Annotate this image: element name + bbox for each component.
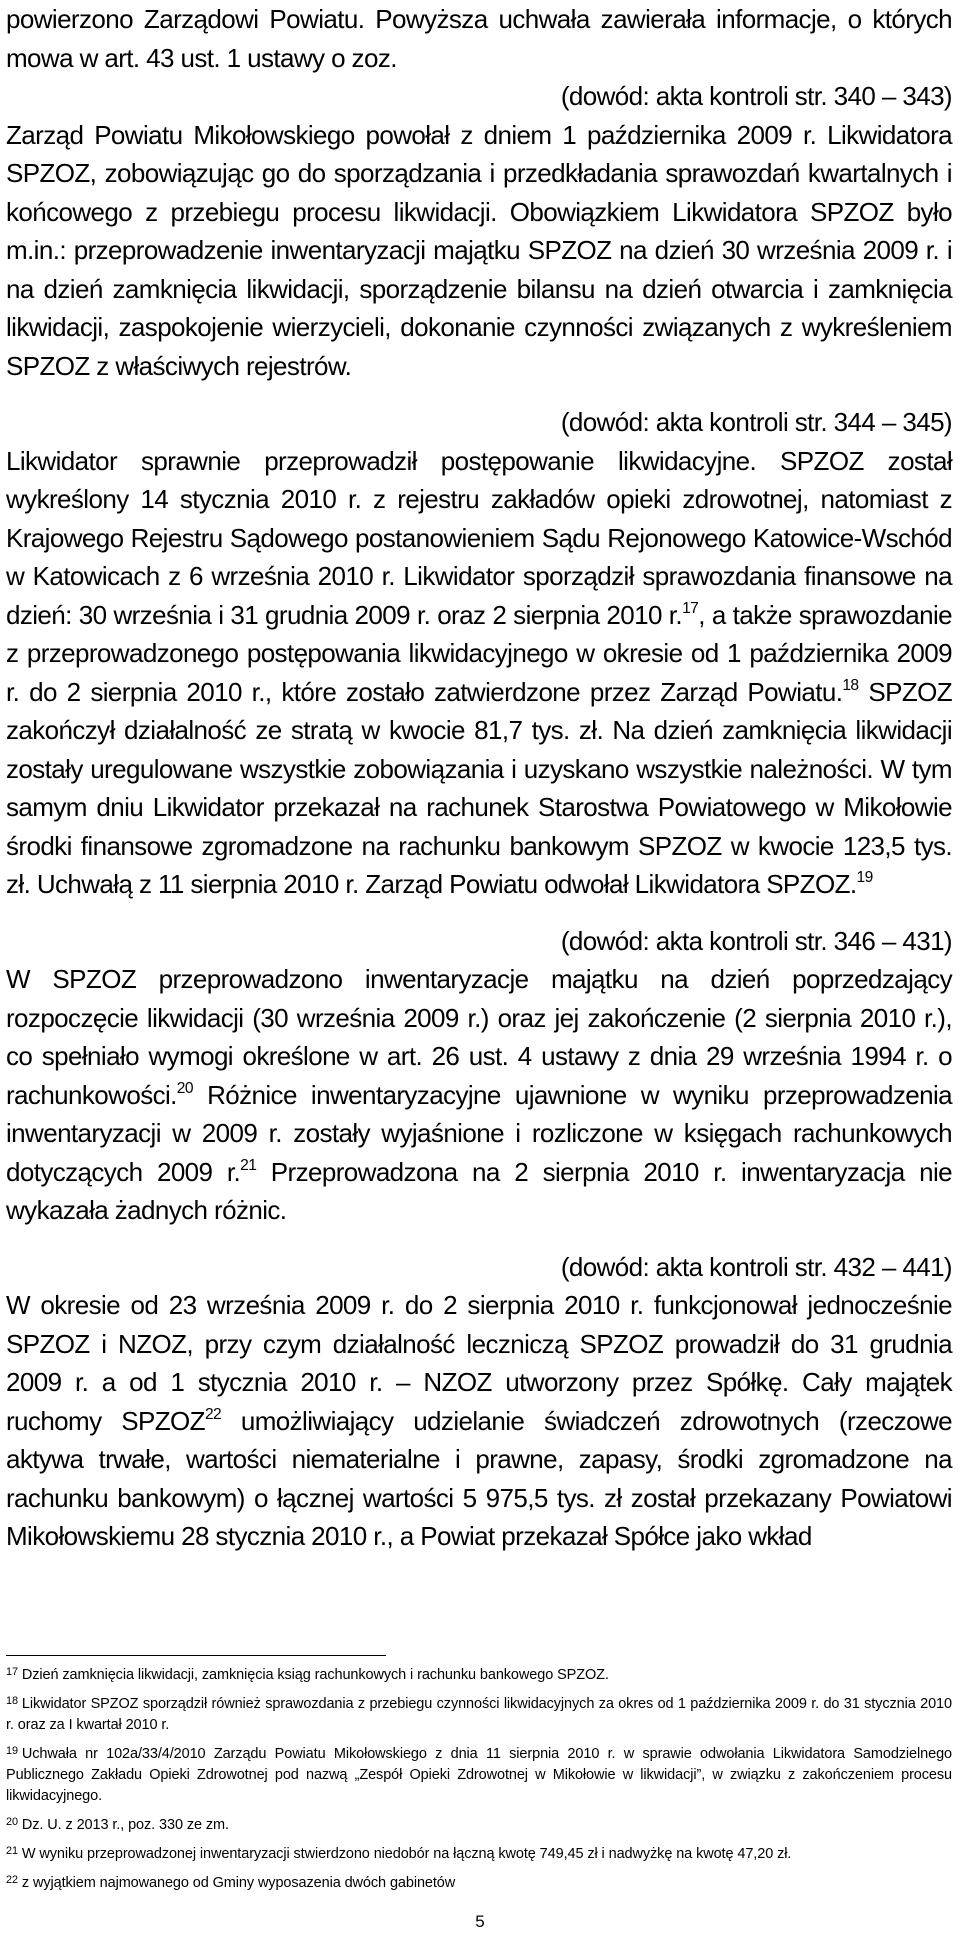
footnote-ref[interactable]: 17 [682,599,699,617]
paragraph: Zarząd Powiatu Mikołowskiego powołał z dniem 1 października 2009 r. Likwidatora SPZOZ, zobowiązując go do sporządzania i przedkładania sprawozdań kwartalnych i końcowego z przebiegu procesu likwidacji. Obowiązkiem Likwidatora SPZOZ było m.in.: przeprowadzenie inwentaryzacji majątku SPZOZ na dzień 30 września 2009 r. i na dzień zamknięcia likwidacji, sporządzenie bilansu na dzień otwarcia i zamknięcia likwidacji, zaspokojenie wierzycieli, dokonanie czynności związanych z wykreśleniem SPZOZ z właściwych rejestrów. [6,119,952,381]
evidence-reference: (dowód: akta kontroli str. 432 – 441) [560,1251,952,1282]
footnote-separator [6,1655,386,1656]
footnote-ref[interactable]: 20 [176,1079,193,1097]
paragraph: powierzono Zarządowi Powiatu. Powyższa uchwała zawierała informacje, o których mowa w art. 43 ust. 1 ustawy o zoz. [6,4,952,73]
footnote-ref[interactable]: 19 [856,869,873,887]
footnotes [6,1665,952,1902]
footnote-ref[interactable]: 21 [240,1156,257,1174]
footnote: $^{20}$ Dz. U. z 2013 r., poz. 330 ze zm. [6,1816,229,1833]
footnote: $^{18}$ Likwidator SPZOZ sporządził również sprawozdania z przebiegu czynności likwidacyjnych za okres od 1 października 2009 r. do 31 stycznia 2010 r. oraz za I kwartał 2010 r. [6,1695,952,1733]
page-number: 5 [475,1912,485,1931]
paragraph: W okresie od 23 września 2009 r. do 2 sierpnia 2010 r. funkcjonował jednocześnie SPZOZ i NZOZ, przy czym działalność leczniczą SPZOZ prowadził do 31 grudnia 2009 r. a od 1 stycznia 2010 r. – NZOZ utworzony przez Spółkę. Cały majątek ruchomy SPZOZ$^{22}$ umożliwiający udzielanie świadczeń zdrowotnych (rzeczowe aktywa trwałe, wartości niematerialne i prawne, zapasy, środki zgromadzone na rachunku bankowym) o łącznej wartości 5 975,5 tys. zł został przekazany Powiatowi Mikołowskiemu 28 stycznia 2010 r., a Powiat przekazał Spółce jako wkład [6,1290,952,1551]
evidence-reference: (dowód: akta kontroli str. 344 – 345) [560,407,952,437]
footnote: $^{19}$ Uchwała nr 102a/33/4/2010 Zarządu Powiatu Mikołowskiego z dnia 11 sierpnia 2010 r. w sprawie odwołania Likwidatora Samodzielnego Publicznego Zakładu Opieki Zdrowotnej pod nazwą „Zespół Opieki Zdrowotnej w Mikołowie w likwidacji”, w związku z zakończeniem procesu likwidacyjnego. [6,1745,952,1804]
footnote: $^{22}$ z wyjątkiem najmowanego od Gminy wyposazenia dwóch gabinetów [6,1874,456,1891]
footnote-ref[interactable]: 22 [204,1405,222,1423]
paragraph: Likwidator sprawnie przeprowadził postępowanie likwidacyjne. SPZOZ został wykreślony 14 stycznia 2010 r. z rejestru zakładów opieki zdrowotnej, natomiast z Krajowego Rejestru Sądowego postanowieniem Sądu Rejonowego Katowice-Wschód w Katowicach z 6 września 2010 r. Likwidator sporządził sprawozdania finansowe na dzień: 30 września i 31 grudnia 2009 r. oraz 2 sierpnia 2010 r.$^{17}$, a także sprawozdanie z przeprowadzonego postępowania likwidacyjnego w okresie od 1 października 2009 r. do 2 sierpnia 2010 r., które zostało zatwierdzone przez Zarząd Powiatu.$^{18}$ SPZOZ zakończył działalność ze stratą w kwocie 81,7 tys. zł. Na dzień zamknięcia likwidacji zostały uregulowane wszystkie zobowiązania i uzyskano wszystkie należności. W tym samym dniu Likwidator przekazał na rachunek Starostwa Powiatowego w Mikołowie środki finansowe zgromadzone na rachunku bankowym SPZOZ w kwocie 123,5 tys. zł. Uchwałą z 11 sierpnia 2010 r. Zarząd Powiatu odwołał Likwidatora SPZOZ.$^{19}$ [6,445,953,899]
footnote: $^{17}$ Dzień zamknięcia likwidacji, zamknięcia ksiąg rachunkowych i rachunku bankowego SPZOZ. [6,1666,609,1683]
body-text [6,0,952,1556]
footnote: $^{21}$ W wyniku przeprowadzonej inwentaryzacji stwierdzono niedobór na łączną kwotę 749,45 zł i nadwyżkę na kwotę 47,20 zł. [6,1845,792,1862]
evidence-reference: (dowód: akta kontroli str. 340 – 343) [560,81,952,111]
paragraph: W SPZOZ przeprowadzono inwentaryzacje majątku na dzień poprzedzający rozpoczęcie likwidacji (30 września 2009 r.) oraz jej zakończenie (2 sierpnia 2010 r.), co spełniało wymogi określone w art. 26 ust. 4 ustawy z dnia 29 września 1994 r. o rachunkowości.$^{20}$ Różnice inwentaryzacyjne ujawnione w wyniku przeprowadzenia inwentaryzacji w 2009 r. zostały wyjaśnione i rozliczone w księgach rachunkowych dotyczących 2009 r.$^{21}$ Przeprowadzona na 2 sierpnia 2010 r. inwentaryzacja nie wykazała żadnych różnic. [6,964,952,1225]
footnote-ref[interactable]: 18 [842,676,859,694]
evidence-reference: (dowód: akta kontroli str. 346 – 431) [560,925,952,956]
